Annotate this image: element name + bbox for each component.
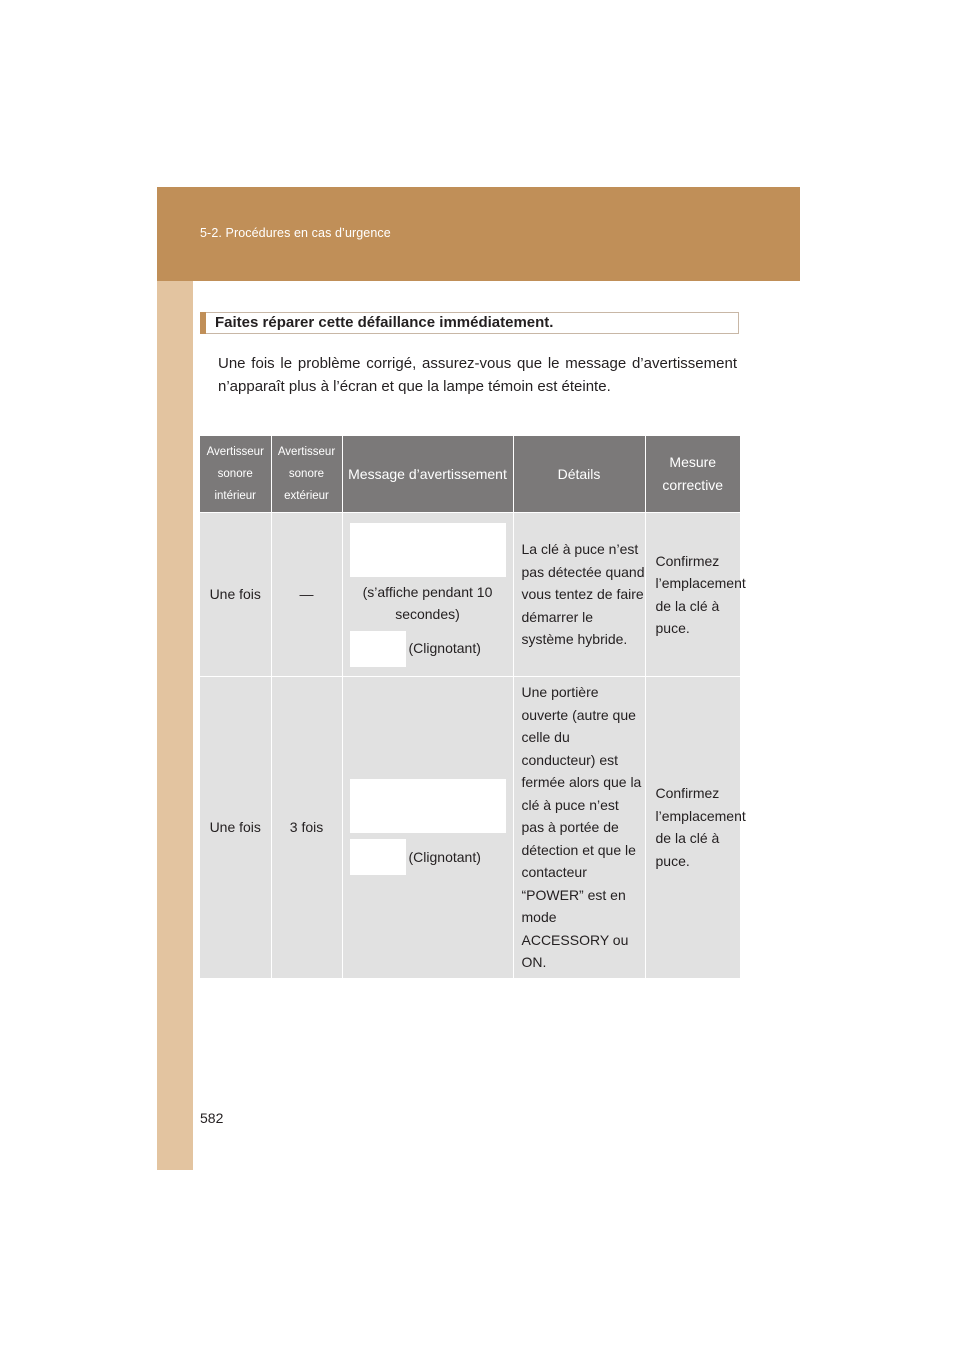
header-exterior-buzzer: Avertisseur sonore extérieur bbox=[271, 436, 342, 513]
header-action: Mesure corrective bbox=[645, 436, 740, 513]
message-note: (s’affiche pendant 10 secondes) bbox=[362, 583, 493, 622]
header-details: Détails bbox=[513, 436, 645, 513]
action-cell: Confirmez l’emplacement de la clé à puce. bbox=[645, 513, 740, 677]
header-message: Message d’avertissement bbox=[342, 436, 513, 513]
section-heading: Faites réparer cette défaillance immédiatement. bbox=[215, 314, 554, 331]
lamp-row bbox=[350, 631, 513, 667]
message-cell bbox=[342, 677, 513, 978]
warning-lamp-icon bbox=[350, 631, 406, 667]
header-interior-buzzer: Avertisseur sonore intérieur bbox=[200, 436, 271, 513]
exterior-buzzer-cell: — bbox=[271, 513, 342, 677]
lamp-row bbox=[350, 839, 513, 875]
details-cell: Une portière ouverte (autre que celle du conducteur) est fermée alors que la clé à puce n’est pas à portée de détection et que le contacteur “POWER” est en mode ACCESSORY ou ON. bbox=[513, 677, 645, 978]
details-cell: La clé à puce n’est pas détectée quand vous tentez de faire démarrer le système hybride. bbox=[513, 513, 645, 677]
action-cell: Confirmez l’emplacement de la clé à puce. bbox=[645, 677, 740, 978]
page-number: 582 bbox=[200, 1110, 224, 1126]
interior-buzzer-cell: Une fois bbox=[200, 677, 271, 978]
lamp-label: (Clignotant) bbox=[408, 849, 481, 865]
lamp-label: (Clignotant) bbox=[408, 640, 481, 657]
warning-message-display bbox=[350, 523, 506, 577]
warning-message-display bbox=[350, 779, 506, 833]
table-row bbox=[200, 677, 740, 978]
section-title: 5-2. Procédures en cas d’urgence bbox=[200, 226, 391, 240]
side-strip bbox=[157, 187, 193, 1170]
exterior-buzzer-cell: 3 fois bbox=[271, 677, 342, 978]
warning-table bbox=[200, 436, 746, 978]
intro-paragraph: Une fois le problème corrigé, assurez-vous que le message d’avertissement n’apparaît plus à l’écran et que la lampe témoin est éteinte. bbox=[218, 355, 737, 395]
table-row bbox=[200, 513, 740, 677]
message-cell bbox=[342, 513, 513, 677]
warning-lamp-icon bbox=[350, 839, 406, 875]
interior-buzzer-cell: Une fois bbox=[200, 513, 271, 677]
heading-accent bbox=[200, 312, 206, 334]
